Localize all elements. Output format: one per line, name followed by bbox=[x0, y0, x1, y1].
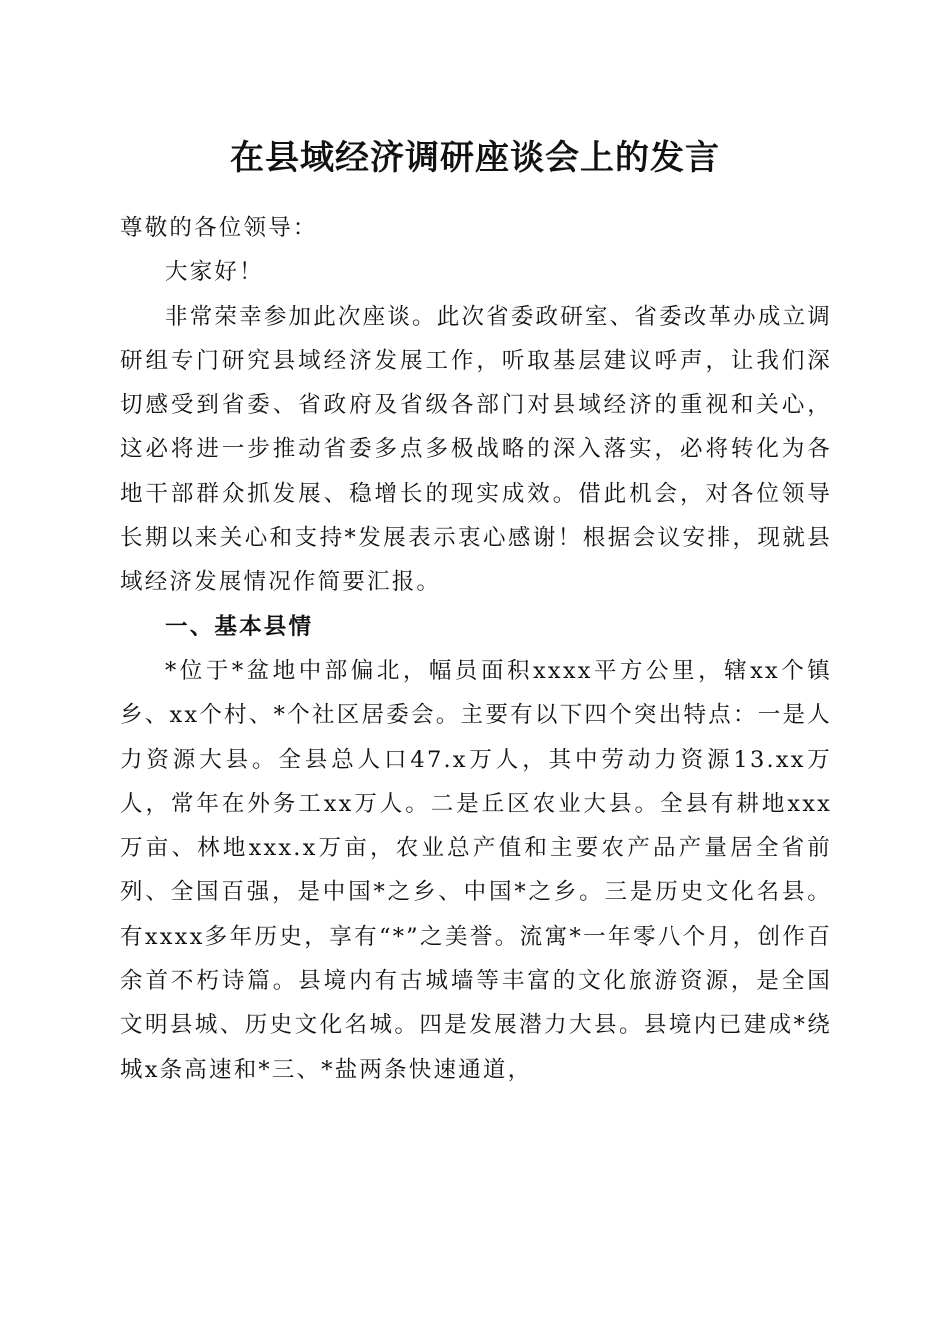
section-heading-basic-info: 一、基本县情 bbox=[165, 613, 314, 640]
greeting: 大家好！ bbox=[165, 259, 264, 286]
intro-paragraph: 非常荣幸参加此次座谈。此次省委政研室、省委改革办成立调研组专门研究县域经济发展工作，听取基层建议呼声，让我们深切感受到省委、省政府及省级各部门对县域经济的重视和关心，这必将进一步推动省委多点多极战略的深入落实，必将转化为各地干部群众抓发展、稳增长的现实成效。借此机会，对各位领导长期以来关心和支持*发展表示衷心感谢！根据会议安排，现就县域经济发展情况作简要汇报。 bbox=[120, 303, 832, 596]
document-title: 在县域经济调研座谈会上的发言 bbox=[230, 138, 720, 178]
document-body bbox=[120, 206, 832, 1092]
section-paragraph-basic-info: *位于*盆地中部偏北，幅员面积xxxx平方公里，辖xx个镇乡、xx个村、*个社区居委会。主要有以下四个突出特点：一是人力资源大县。全县总人口47.x万人，其中劳动力资源13.xx万人，常年在外务工xx万人。二是丘区农业大县。全县有耕地xxx万亩、林地xxx.x万亩，农业总产值和主要农产品产量居全省前列、全国百强，是中国*之乡、中国*之乡。三是历史文化名县。有xxxx多年历史，享有“*”之美誉。流寓*一年零八个月，创作百余首不朽诗篇。县境内有古城墙等丰富的文化旅游资源，是全国文明县城、历史文化名城。四是发展潜力大县。县境内已建成*绕城x条高速和*三、*盐两条快速通道， bbox=[120, 657, 832, 1083]
salutation: 尊敬的各位领导： bbox=[120, 215, 318, 241]
